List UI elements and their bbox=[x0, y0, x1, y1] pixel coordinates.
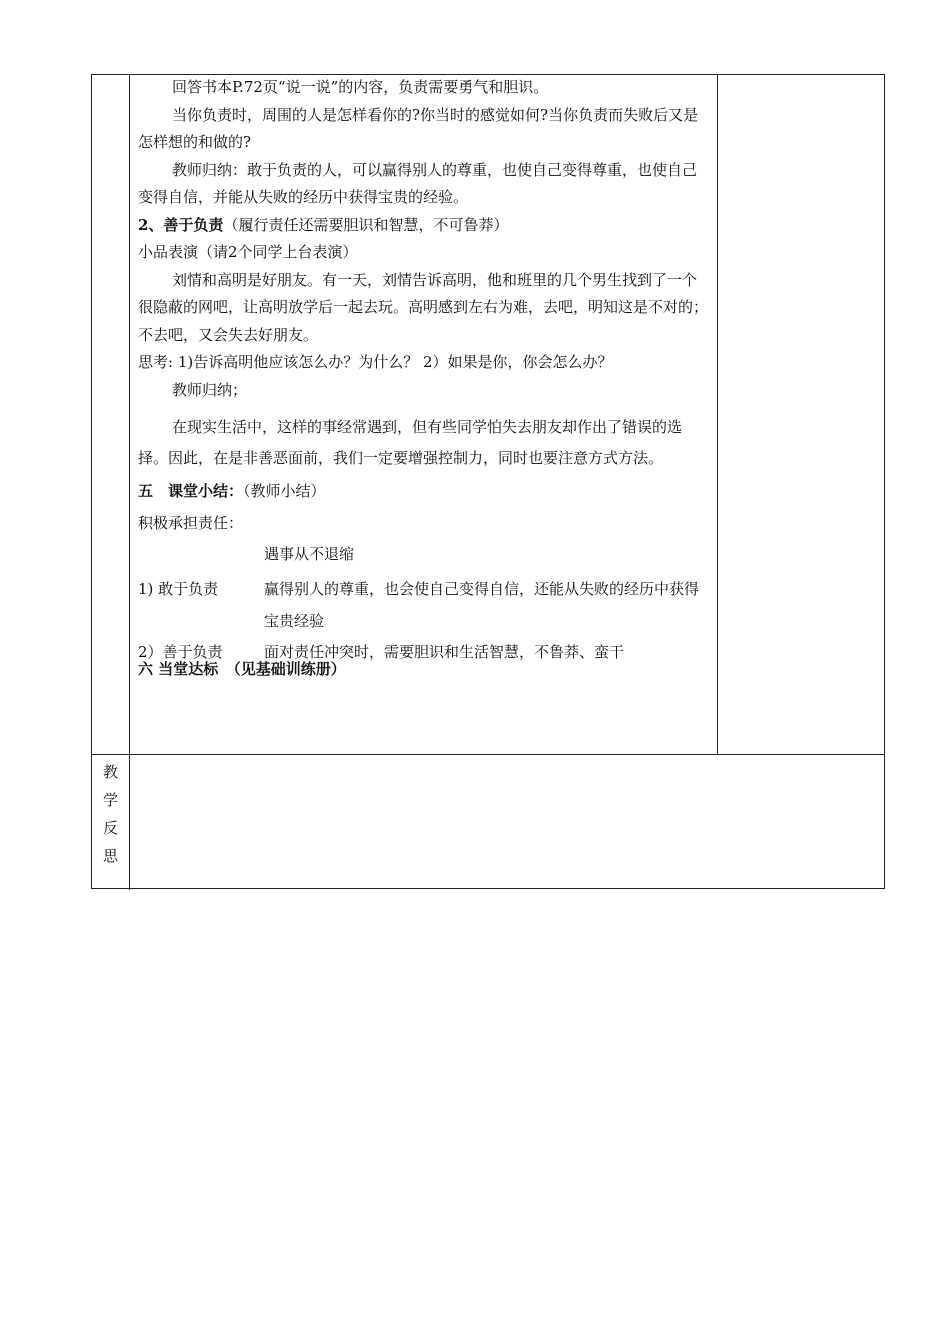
teacher-summary-2: 教师归纳； bbox=[172, 380, 248, 399]
brave-row bbox=[138, 573, 710, 637]
question-paragraph: 当你负责时，周围的人是怎样看你的?你当时的感觉如何?当你负责而失败后又是怎样想的和做的? bbox=[138, 105, 699, 151]
brave-label: 1) 敢于负责 bbox=[138, 579, 219, 598]
lesson-content bbox=[138, 74, 710, 678]
column-divider-left bbox=[129, 75, 130, 890]
heading-5-bold: 五 课堂小结： bbox=[138, 482, 244, 500]
never-back-down: 遇事从不退缩 bbox=[264, 545, 355, 563]
reflection-char: 学 bbox=[102, 791, 118, 809]
section-heading-6: 六 当堂达标 （见基础训练册） bbox=[138, 659, 346, 678]
good-text: 面对责任冲突时，需要胆识和生活智慧，不鲁莽、蛮干 bbox=[264, 642, 625, 661]
section-heading-5 bbox=[138, 478, 710, 506]
brave-text: 赢得别人的尊重，也会使自己变得自信，还能从失败的经历中获得宝贵经验 bbox=[264, 579, 700, 630]
column-divider-right bbox=[717, 75, 718, 755]
skit-line: 小品表演（请2个同学上台表演） bbox=[138, 243, 358, 261]
reality-paragraph: 在现实生活中，这样的事经常遇到，但有些同学怕失去朋友却作出了错误的选择。因此，在是非善恶面前，我们一定要增强控制力，同时也要注意方式方法。 bbox=[138, 418, 683, 467]
heading-2-bold: 2、善于负责 bbox=[138, 215, 224, 234]
text-line-answer: 回答书本P.72页“说一说”的内容，负责需要勇气和胆识。 bbox=[172, 78, 549, 96]
reflection-char: 思 bbox=[102, 847, 118, 865]
reflection-char: 教 bbox=[102, 763, 118, 781]
row-divider bbox=[92, 754, 884, 755]
heading-5-note: （教师小结） bbox=[243, 482, 326, 500]
heading-2-note: （履行责任还需要胆识和智慧，不可鲁莽） bbox=[223, 215, 509, 234]
story-paragraph: 刘情和高明是好朋友。有一天，刘情告诉高明，他和班里的几个男生找到了一个很隐蔽的网吧，让高明放学后一起去玩。高明感到左右为难，去吧，明知这是不对的；不去吧，又会失去好朋友。 bbox=[138, 270, 709, 344]
reflection-label bbox=[92, 758, 129, 870]
active-responsibility: 积极承担责任： bbox=[138, 513, 244, 532]
good-label: 2）善于负责 bbox=[138, 642, 223, 661]
section-heading-2 bbox=[138, 212, 710, 240]
reflection-char: 反 bbox=[102, 819, 118, 837]
think-questions: 思考: 1)告诉高明他应该怎么办？为什么？ 2）如果是你，你会怎么办？ bbox=[138, 353, 613, 371]
teacher-summary-1: 教师归纳：敢于负责的人，可以赢得别人的尊重，也使自己变得尊重，也使自己变得自信，并能从失败的经历中获得宝贵的经验。 bbox=[138, 160, 698, 206]
